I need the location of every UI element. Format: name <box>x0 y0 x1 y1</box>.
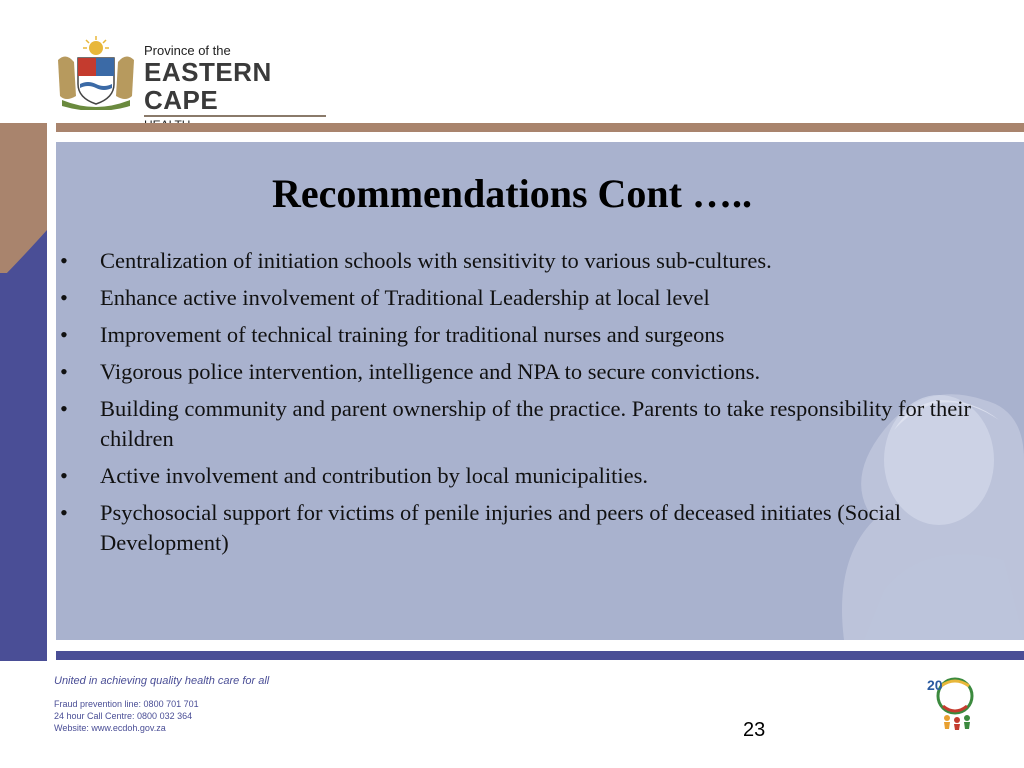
list-item: • Building community and parent ownership of the practice. Parents to take responsibility for their children <box>56 394 976 454</box>
logo-eastern-cape-text: EASTERN CAPE <box>144 57 272 115</box>
footer-contact-info <box>54 698 199 734</box>
fraud-line: Fraud prevention line: 0800 701 701 <box>54 699 199 709</box>
20-years-freedom-logo-icon <box>925 672 980 730</box>
coat-of-arms-icon <box>52 36 140 110</box>
list-item: • Enhance active involvement of Traditional Leadership at local level <box>56 283 976 313</box>
left-band-wedge <box>0 230 47 290</box>
recommendations-list <box>56 246 976 565</box>
svg-text:20: 20 <box>927 677 943 693</box>
call-centre-line: 24 hour Call Centre: 0800 032 364 <box>54 711 193 721</box>
footer-tagline: United in achieving quality health care for all <box>54 675 270 687</box>
website-line: Website: www.ecdoh.gov.za <box>54 723 166 733</box>
page-number: 23 <box>743 719 766 741</box>
list-item: • Centralization of initiation schools with sensitivity to various sub-cultures. <box>56 246 976 276</box>
slide-title: Recommendations Cont ….. <box>272 171 752 216</box>
top-brown-band <box>56 123 1024 132</box>
bottom-blue-band <box>56 651 1024 660</box>
list-item: • Active involvement and contribution by local municipalities. <box>56 461 976 491</box>
list-item: • Improvement of technical training for traditional nurses and surgeons <box>56 320 976 350</box>
logo-divider <box>144 115 326 117</box>
list-item: • Psychosocial support for victims of penile injuries and peers of deceased initiates (Social Development) <box>56 498 976 558</box>
left-blue-band <box>0 273 47 661</box>
logo-province-text: Province of the <box>144 43 231 58</box>
eastern-cape-health-logo <box>52 36 342 115</box>
list-item: • Vigorous police intervention, intelligence and NPA to secure convictions. <box>56 357 976 387</box>
